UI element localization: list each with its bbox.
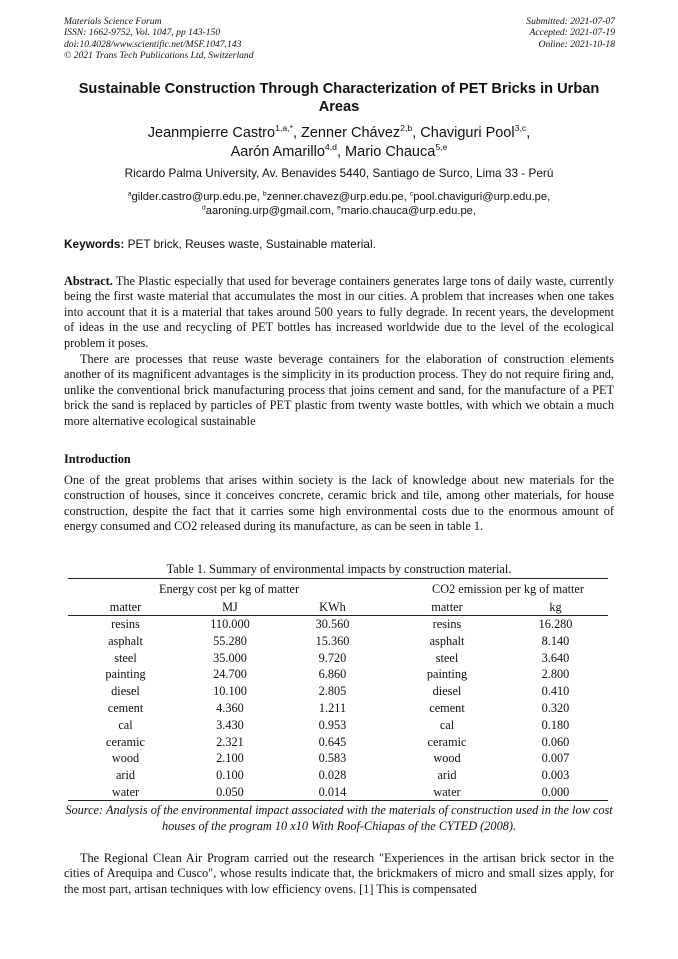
journal-name: Materials Science Forum (64, 16, 162, 27)
table-cell: water (111, 784, 140, 799)
table-cell: wood (433, 751, 461, 766)
accepted-date: Accepted: 2021-07-19 (529, 27, 615, 39)
table-cell: cal (118, 717, 133, 732)
table-cell: 0.060 (541, 734, 570, 749)
author-name: Chaviguri Pool (420, 125, 515, 141)
table-row (68, 735, 608, 752)
author-affiliation-mark: 1,a,* (275, 123, 293, 134)
column-header-matter-2: matter (431, 600, 463, 614)
table-cell: 0.583 (318, 751, 347, 766)
email-address[interactable]: zenner.chavez@urp.edu.pe, (266, 191, 410, 203)
author-affiliation-mark: 5,e (435, 142, 448, 153)
table-cell: 35.000 (213, 650, 247, 665)
table-cell: 0.014 (318, 784, 347, 799)
column-header-kwh: KWh (319, 600, 346, 614)
table-cell: 0.180 (541, 717, 570, 732)
author-name: Aarón Amarillo (230, 144, 325, 160)
table-cell: arid (115, 768, 136, 783)
table-cell: water (433, 784, 461, 799)
affiliation: Ricardo Palma University, Av. Benavides 5440, Santiago de Surco, Lima 33 - Perú (124, 166, 554, 180)
table-cell: 0.320 (541, 700, 570, 715)
table-cell: steel (435, 650, 459, 665)
table-cell: 0.003 (541, 768, 570, 783)
table-cell: painting (426, 667, 468, 682)
abstract-paragraph (64, 274, 614, 351)
table-cell: cement (429, 700, 465, 715)
table-row (68, 751, 608, 768)
table-row (68, 617, 608, 634)
column-header-matter: matter (109, 600, 142, 614)
table-cell: 9.720 (318, 650, 347, 665)
table-cell: 16.280 (538, 617, 573, 631)
table-cell: 0.953 (318, 717, 347, 732)
table-cell: painting (105, 667, 146, 682)
author-separator: , (292, 125, 302, 141)
table-row (68, 667, 608, 684)
table-cell: asphalt (429, 633, 465, 648)
table-cell: diesel (111, 684, 140, 699)
table-cell: 0.007 (541, 751, 570, 766)
table-source-note: Source: Analysis of the environmental impact associated with the materials of construction used in the low cost houses of the program 10 x10 With Roof-Chiapas of the CYTED (2008). (65, 803, 613, 833)
table-cell: 3.640 (541, 650, 570, 665)
author-affiliation-mark: 3,c (514, 123, 527, 134)
table-cell: 24.700 (213, 667, 247, 682)
table-cell: 0.050 (216, 784, 244, 799)
table-cell: arid (437, 768, 457, 783)
table-row (68, 718, 608, 735)
paper-title: Sustainable Construction Through Characterization of PET Bricks in Urban Areas (78, 81, 600, 115)
keywords (64, 237, 376, 251)
author-name: Zenner Chávez (301, 125, 401, 141)
author-list (64, 124, 614, 162)
table-cell: resins (432, 617, 462, 631)
email-mark: e (337, 204, 341, 212)
table-cell: ceramic (106, 734, 145, 749)
table-cell: 0.028 (318, 768, 347, 783)
table-cell: 0.000 (541, 784, 570, 799)
author-affiliation-mark: 4,d (324, 142, 337, 153)
body-paragraph: The Regional Clean Air Program carried out the research "Experiences in the artisan brick sector in the cities of Arequipa and Cusco", whose results indicate that, the brickmakers of micro and small sizes apply, for the most part, artisan techniques with low efficiency ovens. [1] This is compensated (64, 851, 614, 896)
email-mark: d (202, 204, 206, 212)
table-cell: 2.800 (541, 667, 570, 682)
table-cell: resins (111, 617, 140, 631)
journal-copyright: © 2021 Trans Tech Publications Ltd, Switzerland (64, 50, 254, 62)
table-header-rule (68, 615, 608, 616)
email-mark: a (127, 190, 132, 198)
email-mark: c (409, 190, 414, 198)
table-row (68, 651, 608, 668)
column-header-kg: kg (549, 600, 562, 614)
table-row (68, 684, 608, 701)
table-cell: asphalt (108, 633, 143, 648)
table-row (68, 701, 608, 718)
table-bottom-rule (68, 800, 608, 801)
email-address[interactable]: gilder.castro@urp.edu.pe, (131, 191, 263, 203)
table-group-energy: Energy cost per kg of matter (158, 582, 300, 596)
author-separator: , (336, 144, 346, 160)
table-body (68, 617, 608, 802)
email-address[interactable]: pool.chaviguri@urp.edu.pe, (413, 191, 551, 203)
abstract-text: The Plastic especially that used for beverage containers generates large tons of daily waste, currently being the first waste material that accumulates the most in our cities. A problem that increases when one takes into account that it is a material that takes around 500 years to fully degrade. In recent years, the development of ideas in the use and recycling of PET bottles has increased worldwide due to the level of the ecological problem it poses. (64, 274, 614, 350)
table-group-co2: CO2 emission per kg of matter (432, 582, 584, 596)
keywords-text: PET brick, Reuses waste, Sustainable material. (127, 237, 376, 251)
introduction-paragraph: One of the great problems that arises within society is the lack of knowledge about new materials for the construction of houses, since it conceives concrete, ceramic brick and tile, among other materials, for house construction, despite the fact that it carries some high environmental costs due to the enormous amount of energy consumed and CO2 released during its manufacture, as can be seen in table 1. (64, 473, 614, 534)
journal-info (64, 16, 364, 62)
table-cell: cement (107, 700, 144, 715)
table-cell: 55.280 (213, 633, 247, 648)
table-cell: 110.000 (210, 617, 250, 631)
table-cell: 0.100 (216, 768, 244, 783)
author-emails (64, 190, 614, 218)
table-cell: cal (439, 717, 455, 732)
email-mark: b (262, 190, 267, 198)
table-cell: 8.140 (541, 633, 570, 648)
abstract-paragraph-2: There are processes that reuse waste beverage containers for the elaboration of construction elements another of its magnificent advantages is the simplicity in its production process. They do not require firing and, unlike the conventional brick manufacturing process that joins cement and sand, for the manufacture of a PET brick the sand is replaced by particles of PET plastic from twenty waste bottles, with which we obtain a much more alternative ecological sustainable (64, 352, 614, 428)
email-address[interactable]: aaroning.urp@gmail.com, (205, 205, 338, 217)
table-cell: 0.410 (541, 684, 570, 699)
table-cell: ceramic (427, 734, 467, 749)
table-row (68, 634, 608, 651)
section-heading-introduction: Introduction (64, 452, 131, 466)
author-affiliation-mark: 2,b (400, 123, 413, 134)
table-row (68, 768, 608, 785)
table-caption: Table 1. Summary of environmental impacts by construction material. (166, 562, 512, 576)
table-top-rule (68, 578, 608, 579)
table-cell: 15.360 (315, 633, 350, 648)
table-cell: 1.211 (318, 700, 347, 715)
table-cell: 2.805 (318, 684, 347, 699)
table-cell: 30.560 (315, 617, 350, 631)
column-header-mj: MJ (222, 600, 238, 614)
abstract-label: Abstract. (64, 274, 113, 288)
author-separator: , (526, 125, 531, 141)
author-name: Jeanmpierre Castro (147, 125, 276, 141)
table-cell: 6.860 (318, 667, 347, 682)
table-cell: 2.321 (216, 734, 244, 749)
email-address[interactable]: mario.chauca@urp.edu.pe, (340, 205, 476, 217)
author-separator: , (412, 125, 421, 141)
table-cell: 4.360 (216, 700, 244, 715)
table-cell: 0.645 (318, 734, 347, 749)
submitted-date: Submitted: 2021-07-07 (526, 16, 615, 27)
table-cell: diesel (432, 684, 462, 699)
table-cell: 3.430 (216, 717, 244, 732)
table-cell: steel (114, 650, 137, 665)
journal-doi: doi:10.4028/www.scientific.net/MSF.1047.143 (64, 38, 242, 50)
submission-dates (415, 16, 615, 50)
author-name: Mario Chauca (345, 144, 436, 160)
journal-issn: ISSN: 1662-9752, Vol. 1047, pp 143-150 (64, 27, 221, 39)
online-date: Online: 2021-10-18 (538, 38, 615, 50)
table-cell: 10.100 (213, 684, 247, 699)
table-cell: 2.100 (216, 751, 244, 766)
table-cell: wood (111, 751, 140, 766)
keywords-label: Keywords: (64, 237, 125, 251)
